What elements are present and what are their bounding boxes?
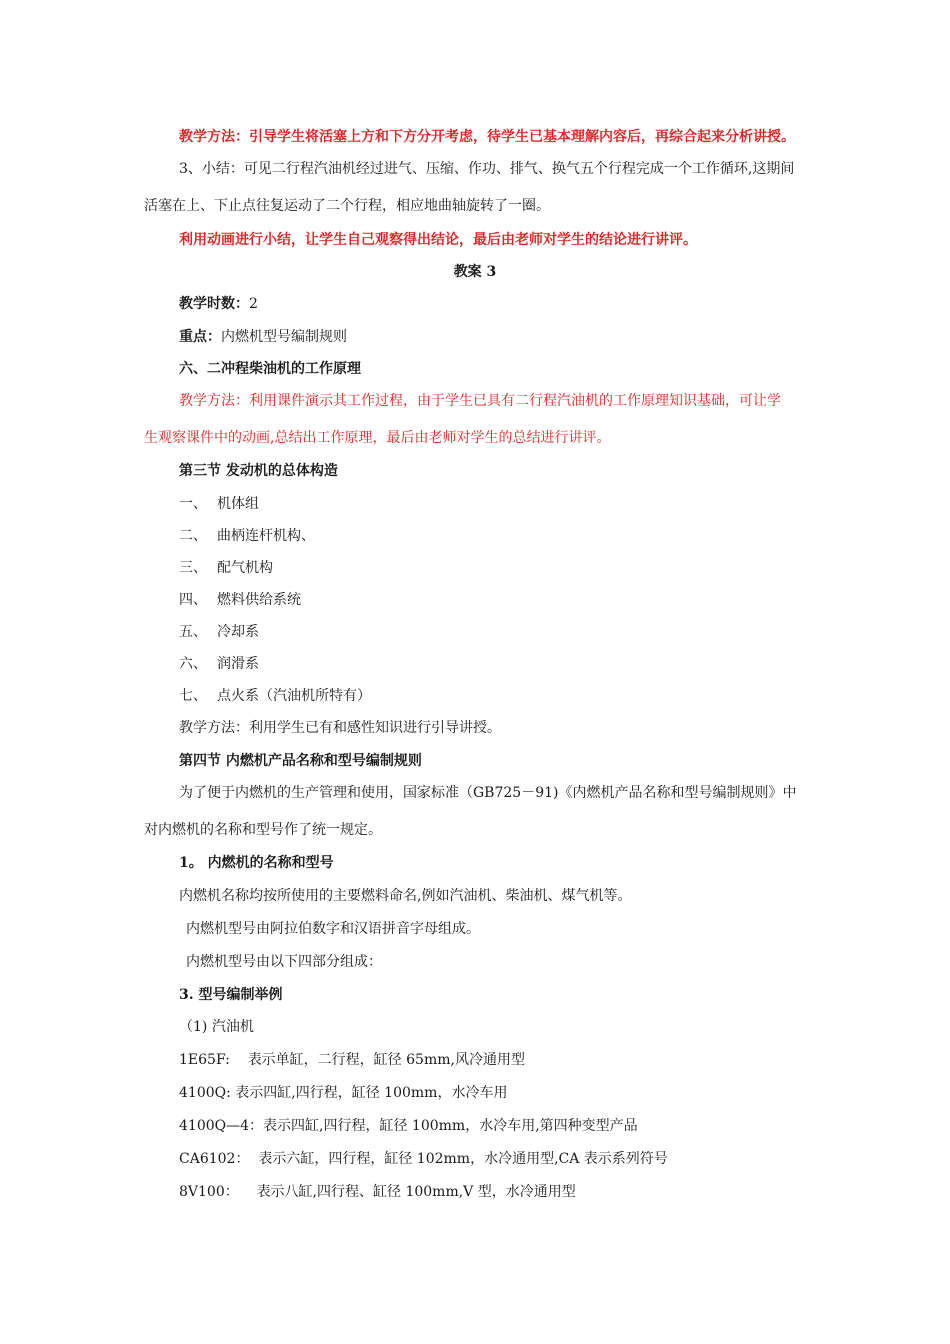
gasoline-engine-heading: （1) 汽油机 — [179, 1019, 254, 1035]
focus — [179, 328, 347, 346]
component-label: 曲柄连杆机构、 — [217, 528, 315, 544]
component-item — [179, 527, 315, 545]
hours-label: 教学时数： — [179, 296, 249, 312]
model-rule: 内燃机型号由阿拉伯数字和汉语拼音字母组成。 — [186, 921, 480, 937]
focus-label: 重点： — [179, 329, 221, 345]
section-six-heading: 六、二冲程柴油机的工作原理 — [179, 361, 361, 377]
component-num: 一、 — [179, 496, 207, 512]
component-num: 四、 — [179, 592, 207, 608]
model-example — [179, 1183, 576, 1201]
component-label: 冷却系 — [217, 624, 259, 640]
example-desc: 表示四缸,四行程，缸径 100mm，水冷车用 — [235, 1085, 508, 1101]
lesson-title: 教案 3 — [453, 264, 497, 280]
example-code: 4100Q—4： — [179, 1118, 264, 1134]
teaching-method-2: 利用动画进行小结，让学生自己观察得出结论，最后由老师对学生的结论进行讲评。 — [179, 232, 697, 248]
example-code: 4100Q: — [179, 1085, 231, 1101]
focus-value: 内燃机型号编制规则 — [221, 329, 347, 345]
teaching-method-1: 教学方法：引导学生将活塞上方和下方分开考虑，待学生已基本理解内容后，再综合起来分析讲授。 — [179, 129, 795, 145]
component-item — [179, 655, 259, 673]
model-parts: 内燃机型号由以下四部分组成： — [186, 954, 382, 970]
example-desc: 表示八缸,四行程、缸径 100mm,V 型，水冷通用型 — [256, 1184, 576, 1200]
component-item — [179, 591, 301, 609]
component-num: 二、 — [179, 528, 207, 544]
component-num: 五、 — [179, 624, 207, 640]
subsection-three-heading: 3. 型号编制举例 — [179, 987, 283, 1003]
name-rule: 内燃机名称均按所使用的主要燃料命名,例如汽油机、柴油机、煤气机等。 — [179, 888, 632, 904]
component-label: 配气机构 — [217, 560, 273, 576]
component-num: 三、 — [179, 560, 207, 576]
example-code: 1E65F: — [179, 1052, 230, 1068]
intro-line-2: 对内燃机的名称和型号作了统一规定。 — [144, 822, 382, 838]
component-label: 润滑系 — [217, 656, 259, 672]
component-num: 七、 — [179, 688, 207, 704]
component-item — [179, 495, 259, 513]
component-label: 机体组 — [217, 496, 259, 512]
subsection-one-heading: 1。 内燃机的名称和型号 — [179, 855, 334, 871]
model-example — [179, 1051, 525, 1069]
teaching-method-3-line-1: 教学方法：利用课件演示其工作过程，由于学生已具有二行程汽油机的工作原理知识基础，可让学 — [179, 393, 781, 409]
component-num: 六、 — [179, 656, 207, 672]
model-example — [179, 1084, 507, 1102]
example-desc: 表示六缸，四行程，缸径 102mm，水冷通用型,CA 表示系列符号 — [258, 1151, 668, 1167]
example-code: CA6102： — [179, 1151, 250, 1167]
model-example — [179, 1117, 638, 1135]
component-item — [179, 623, 259, 641]
summary-line-2: 活塞在上、下止点往复运动了二个行程，相应地曲轴旋转了一圈。 — [144, 198, 550, 214]
hours-value: 2 — [249, 296, 258, 312]
component-label: 燃料供给系统 — [217, 592, 301, 608]
example-desc: 表示四缸,四行程，缸径 100mm，水冷车用,第四种变型产品 — [263, 1118, 638, 1134]
teaching-method-4: 教学方法：利用学生已有和感性知识进行引导讲授。 — [179, 720, 501, 736]
section-three-heading: 第三节 发动机的总体构造 — [179, 463, 338, 479]
section-four-heading: 第四节 内燃机产品名称和型号编制规则 — [179, 753, 422, 769]
intro-line-1: 为了便于内燃机的生产管理和使用，国家标准（GB725－91)《内燃机产品名称和型号编制规则》中 — [179, 785, 797, 801]
teaching-method-3-line-2: 生观察课件中的动画,总结出工作原理，最后由老师对学生的总结进行讲评。 — [144, 430, 611, 446]
component-item — [179, 687, 371, 705]
teaching-hours — [179, 295, 258, 313]
model-example — [179, 1150, 668, 1168]
example-code: 8V100： — [179, 1184, 239, 1200]
component-label: 点火系（汽油机所特有） — [217, 688, 371, 704]
summary-line-1: 3、小结：可见二行程汽油机经过进气、压缩、作功、排气、换气五个行程完成一个工作循环,这期间 — [179, 161, 795, 177]
example-desc: 表示单缸，二行程，缸径 65mm,风冷通用型 — [247, 1052, 525, 1068]
component-item — [179, 559, 273, 577]
